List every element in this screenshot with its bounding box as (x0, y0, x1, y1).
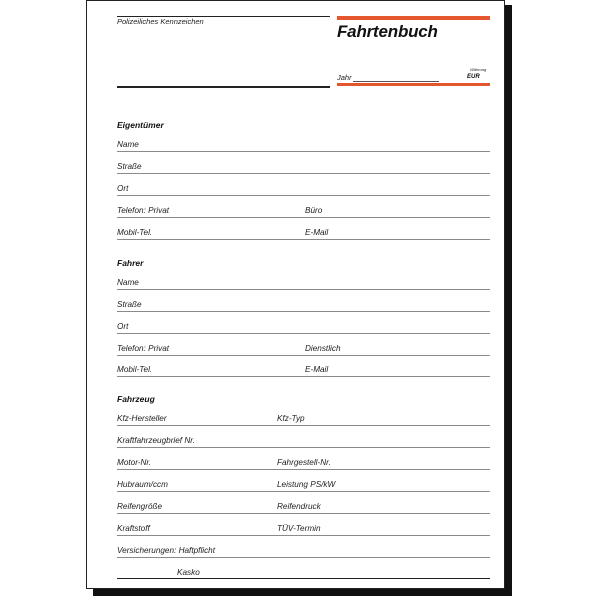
vehicle-registration-doc-line[interactable] (117, 447, 490, 448)
vehicle-type-label: Kfz-Typ (277, 414, 305, 423)
owner-phone-private-label: Telefon: Privat (117, 206, 170, 215)
section-vehicle-title: Fahrzeug (117, 394, 155, 404)
vehicle-displacement-line[interactable] (117, 491, 490, 492)
form-page (86, 0, 505, 589)
vehicle-tire-line[interactable] (117, 513, 490, 514)
plate-label: Polizeiliches Kennzeichen (117, 17, 204, 26)
vehicle-manufacturer-label: Kfz-Hersteller (117, 414, 167, 423)
owner-name-line[interactable] (117, 151, 490, 152)
driver-name-line[interactable] (117, 289, 490, 290)
title-bar-bottom (337, 83, 490, 86)
vehicle-tire-pressure-label: Reifendruck (277, 502, 321, 511)
vehicle-power-label: Leistung PS/kW (277, 480, 336, 489)
vehicle-tire-size-label: Reifengröße (117, 502, 163, 511)
driver-mobile-line[interactable] (117, 376, 490, 377)
vehicle-kasko-label: Kasko (177, 568, 200, 577)
vehicle-engine-no-label: Motor-Nr. (117, 458, 152, 467)
vehicle-displacement-label: Hubraum/ccm (117, 480, 168, 489)
title-bar-top (337, 16, 490, 20)
driver-city-label: Ort (117, 322, 129, 331)
owner-phone-line[interactable] (117, 217, 490, 218)
vehicle-fuel-label: Kraftstoff (117, 524, 150, 533)
owner-mobile-label: Mobil-Tel. (117, 228, 153, 237)
vehicle-engine-line[interactable] (117, 469, 490, 470)
vehicle-insurance-line[interactable] (117, 557, 490, 558)
owner-phone-office-label: Büro (305, 206, 323, 215)
section-driver-title: Fahrer (117, 258, 144, 268)
vehicle-fuel-line[interactable] (117, 535, 490, 536)
driver-phone-line[interactable] (117, 355, 490, 356)
owner-name-label: Name (117, 140, 139, 149)
section-owner-title: Eigentümer (117, 120, 164, 130)
owner-street-line[interactable] (117, 173, 490, 174)
vehicle-manufacturer-line[interactable] (117, 425, 490, 426)
driver-mobile-label: Mobil-Tel. (117, 365, 153, 374)
plate-top-rule (117, 16, 330, 17)
driver-name-label: Name (117, 278, 139, 287)
vehicle-kasko-line[interactable] (117, 578, 490, 579)
vehicle-inspection-label: TÜV-Termin (277, 524, 321, 533)
vehicle-registration-doc-label: Kraftfahrzeugbrief Nr. (117, 436, 195, 445)
year-label: Jahr (337, 73, 352, 82)
currency-label: EUR (467, 74, 480, 80)
driver-email-label: E-Mail (305, 365, 329, 374)
currency-small-label: Währung (470, 67, 487, 72)
owner-mobile-line[interactable] (117, 239, 490, 240)
driver-phone-private-label: Telefon: Privat (117, 344, 170, 353)
owner-street-label: Straße (117, 162, 142, 171)
driver-street-label: Straße (117, 300, 142, 309)
owner-city-label: Ort (117, 184, 129, 193)
driver-phone-business-label: Dienstlich (305, 344, 341, 353)
owner-city-line[interactable] (117, 195, 490, 196)
vehicle-chassis-no-label: Fahrgestell-Nr. (277, 458, 331, 467)
vehicle-insurance-label: Versicherungen: Haftpflicht (117, 546, 215, 555)
year-field-line[interactable] (353, 81, 439, 82)
driver-street-line[interactable] (117, 311, 490, 312)
document-title: Fahrtenbuch (337, 22, 438, 41)
plate-field-line[interactable] (117, 86, 330, 88)
driver-city-line[interactable] (117, 333, 490, 334)
owner-email-label: E-Mail (305, 228, 329, 237)
